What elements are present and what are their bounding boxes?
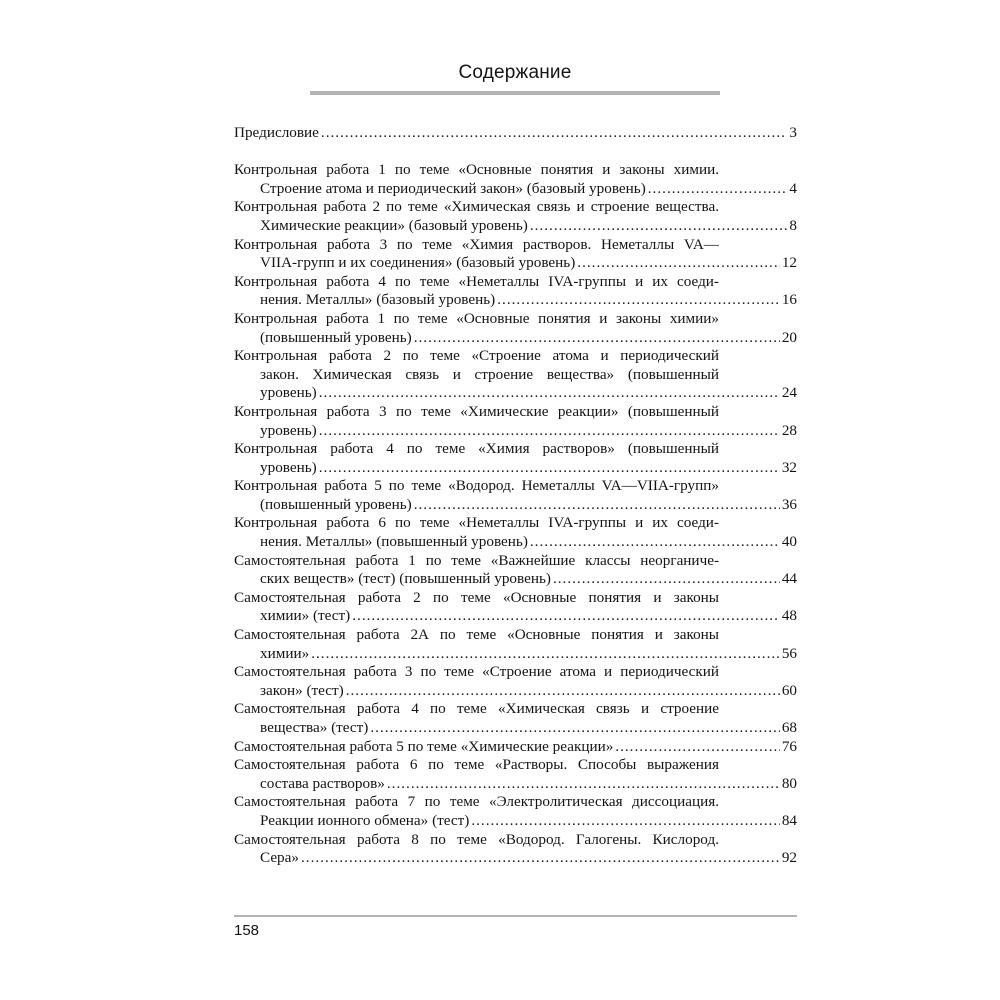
dot-leader [319,459,780,478]
toc-entry-last-line [234,329,797,348]
toc-page-number[interactable]: 16 [781,291,797,309]
toc-entry[interactable] [234,589,797,626]
toc-entry-text: Самостоятельная работа 5 по теме «Химические реакции» [234,737,614,755]
toc-entry-last-line [234,682,797,701]
toc-entry-last-line [234,496,797,515]
toc-entry-line: Контрольная работа 4 по теме «Химия растворов» (повышенный [234,440,719,458]
dot-leader [387,775,780,794]
toc-entry[interactable] [234,273,797,310]
toc-entry-text: нения. Металлы» (базовый уровень) [260,291,496,309]
toc-entry-line: Самостоятельная работа 3 по теме «Строение атома и периодический [234,663,719,681]
toc-page-number[interactable]: 28 [781,421,797,439]
toc-entry[interactable] [234,793,797,830]
toc-entry[interactable] [234,198,797,235]
toc-entry-last-line [234,217,797,236]
footer-rule [234,915,797,917]
toc-entry-text: Химические реакции» (базовый уровень) [260,216,528,234]
toc-entry-last-line [234,570,797,589]
toc-entry-line: Самостоятельная работа 1 по теме «Важнейшие классы неорганиче- [234,551,719,569]
toc-entry-text: вещества» (тест) [260,719,369,736]
toc-entry-last-line [234,384,797,403]
toc-page-number[interactable]: 4 [789,179,797,197]
title-underline [310,91,720,95]
dot-leader [301,849,780,868]
toc-entry-text: (повышенный уровень) [260,328,412,346]
toc-page-number[interactable]: 36 [781,495,797,513]
dot-leader [648,180,788,199]
toc-entry[interactable] [234,161,797,198]
toc-page-number[interactable]: 12 [781,254,797,272]
toc-entry-last-line [234,849,797,868]
toc-entry-text: состава растворов» [260,774,385,792]
toc-entry[interactable] [234,310,797,347]
toc-entry-line: Самостоятельная работа 8 по теме «Водород. Галогены. Кислород. [234,830,719,848]
toc-page-number[interactable]: 84 [781,811,797,829]
toc-entry[interactable] [234,403,797,440]
toc-entry-line: Контрольная работа 1 по теме «Основные понятия и законы химии. [234,161,719,179]
toc-entry[interactable] [234,626,797,663]
toc-entry-line: закон. Химическая связь и строение вещества» (повышенный [260,365,719,383]
toc-entry[interactable] [234,440,797,477]
dot-leader [352,607,780,626]
toc-entry-line: Самостоятельная работа 7 по теме «Электролитическая диссоциация. [234,793,719,811]
toc-entry[interactable] [234,756,797,793]
page-title: Содержание [458,62,572,83]
toc-entry[interactable] [234,831,797,868]
toc-entry-line: Контрольная работа 6 по теме «Неметаллы IVA-группы и их соеди- [234,514,719,532]
page-number: 158 [234,922,260,939]
toc-entry-last-line [234,533,797,552]
dot-leader [321,124,787,143]
toc-page-number[interactable]: 32 [781,458,797,476]
toc-entry-text: уровень) [260,421,317,439]
toc-entry[interactable] [234,236,797,273]
toc-page-number[interactable]: 56 [781,644,797,662]
toc-entry-text: Реакции ионного обмена» (тест) [260,811,470,829]
toc-entry-last-line [234,738,797,757]
toc-entry-line: Контрольная работа 1 по теме «Основные понятия и законы химии» [234,309,719,327]
dot-leader [370,719,779,738]
dot-leader [346,682,780,701]
toc-entry[interactable] [234,738,797,757]
toc-entry-line: Самостоятельная работа 2 по теме «Основные понятия и законы [234,588,719,606]
toc-entry-last-line [234,291,797,310]
toc-entry-last-line [234,607,797,626]
toc-entry-last-line [234,459,797,478]
dot-leader [553,570,780,589]
toc-entry[interactable] [234,124,797,143]
toc-entry-line: Контрольная работа 5 по теме «Водород. Неметаллы VA—VIIA-групп» [234,477,719,495]
toc-entry-line: Контрольная работа 3 по теме «Химия растворов. Неметаллы VA— [234,235,719,253]
dot-leader [311,645,780,664]
toc-page-number[interactable]: 68 [781,719,797,736]
dot-leader [530,533,780,552]
toc-entry-text: уровень) [260,458,317,476]
table-of-contents [234,124,797,868]
toc-entry-line: Контрольная работа 2 по теме «Строение атома и периодический [234,347,719,365]
toc-entry-line: Контрольная работа 3 по теме «Химические реакции» (повышенный [234,402,719,420]
toc-entry-line: Самостоятельная работа 4 по теме «Химическая связь и строение [234,700,719,718]
dot-leader [414,496,780,515]
toc-page-number[interactable]: 60 [781,681,797,699]
toc-entry-line: Контрольная работа 2 по теме «Химическая связь и строение вещества. [234,198,719,216]
toc-entry-last-line [234,812,797,831]
toc-entry-last-line [234,254,797,273]
dot-leader [319,384,780,403]
toc-entry-text: химии» [260,644,310,662]
dot-leader [497,291,780,310]
dot-leader [319,422,780,441]
dot-leader [530,217,788,236]
toc-entry-last-line [234,775,797,794]
toc-page-number[interactable]: 3 [789,124,797,141]
toc-entry-last-line [234,180,797,199]
toc-entry[interactable] [234,514,797,551]
toc-entry-text: закон» (тест) [260,681,344,699]
dot-leader [615,738,780,757]
toc-page-number[interactable]: 76 [781,737,797,755]
toc-entry-text: нения. Металлы» (повышенный уровень) [260,533,528,551]
toc-page-number[interactable]: 8 [789,216,797,234]
toc-entry-last-line [234,422,797,441]
toc-entry[interactable] [234,347,797,403]
toc-page-number[interactable]: 24 [781,384,797,402]
toc-entry-line: Самостоятельная работа 2А по теме «Основные понятия и законы [234,626,719,644]
toc-entry-text: Строение атома и периодический закон» (базовый уровень) [260,179,646,197]
toc-entry-text: химии» (тест) [260,607,351,625]
dot-leader [414,329,780,348]
toc-entry-text: уровень) [260,384,317,402]
toc-entry[interactable] [234,552,797,589]
toc-page-number[interactable]: 40 [781,533,797,551]
toc-entry-text: (повышенный уровень) [260,495,412,513]
toc-page-number[interactable]: 80 [781,774,797,792]
dot-leader [471,812,779,831]
toc-entry[interactable] [234,477,797,514]
toc-entry-text: ских веществ» (тест) (повышенный уровень) [260,570,551,588]
toc-page-number[interactable]: 48 [781,607,797,625]
toc-entry-line: Самостоятельная работа 6 по теме «Растворы. Способы выражения [234,756,719,774]
toc-entry-text: Сера» [260,849,299,867]
toc-entry-last-line [234,645,797,664]
dot-leader [577,254,780,273]
toc-entry-line: Контрольная работа 4 по теме «Неметаллы IVA-группы и их соеди- [234,272,719,290]
toc-entry[interactable] [234,700,797,737]
toc-entry-last-line [234,719,797,738]
toc-entry-text: Предисловие [234,124,319,141]
toc-page-number[interactable]: 44 [781,570,797,588]
toc-entry-text: VIIA-групп и их соединения» (базовый уровень) [260,254,576,272]
toc-page-number[interactable]: 20 [781,328,797,346]
toc-entry-last-line [234,124,797,143]
toc-entry[interactable] [234,663,797,700]
toc-page-number[interactable]: 92 [781,849,797,867]
